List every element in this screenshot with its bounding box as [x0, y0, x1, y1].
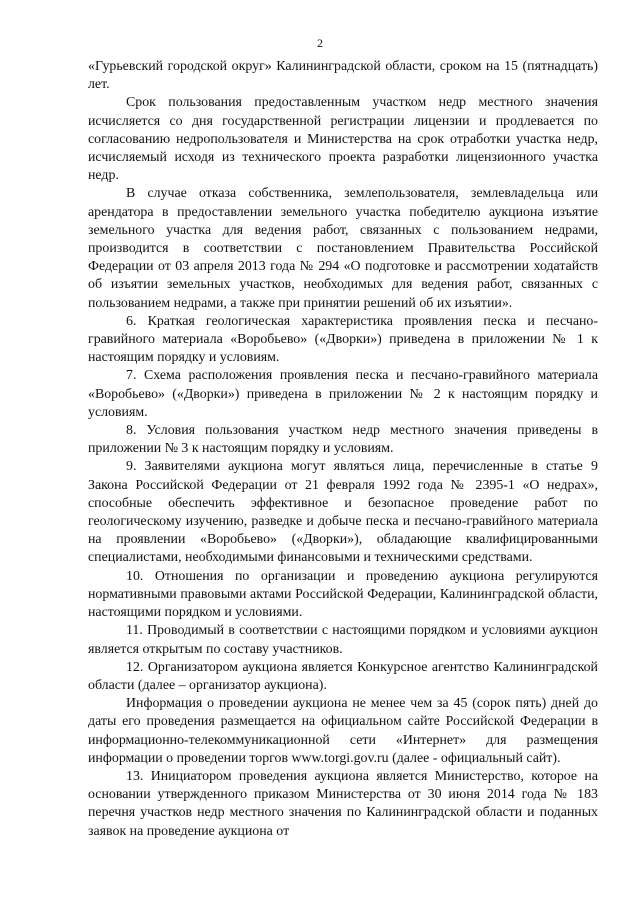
paragraph-item-8: 8. Условия пользования участком недр местного значения приведены в приложении № 3 к настоящим порядку и условиям. [88, 423, 598, 457]
paragraph-item-10: 10. Отношения по организации и проведению аукциона регулируются нормативными правовыми актами Российской Федерации, Калининградской области, настоящими порядком и условиями. [88, 568, 598, 621]
page-number: 2 [317, 36, 323, 50]
paragraph-continuation: «Гурьевский городской округ» Калининградской области, сроком на 15 (пятнадцать) лет. [88, 59, 598, 93]
paragraph-license-term: Срок пользования предоставленным участком недр местного значения исчисляется со дня государственной регистрации лицензии и продлевается по согласованию недропользователя и Министерства на срок отработки участка недр, исчисляемый исходя из технического проекта разработки лицензионного участка недр. [88, 95, 598, 184]
paragraph-land-withdrawal: В случае отказа собственника, землепользователя, землевладельца или арендатора в предоставлении земельного участка победителю аукциона изъятие земельного участка для ведения работ, связанных с пользованием недрами, производится в соответствии с постановлением Правительства Российской Федерации от 03 апреля 2013 года № 294 «О подготовке и рассмотрении ходатайств об изъятии земельных участков, необходимых для ведения работ, связанных с пользованием недрами, а также при принятии решений об их изъятии». [88, 186, 598, 311]
paragraph-auction-info: Информация о проведении аукциона не менее чем за 45 (сорок пять) дней до даты его проведения размещается на официальном сайте Российской Федерации в информационно-телекоммуникационной сети «Интернет» для размещения информации о проведении торгов www.torgi.gov.ru (далее - официальный сайт). [88, 696, 598, 766]
document-body [88, 58, 598, 841]
paragraph-item-7: 7. Схема расположения проявления песка и песчано-гравийного материала «Воробьево» («Дворки») приведена в приложении № 2 к настоящим порядку и условиям. [88, 368, 598, 420]
paragraph-item-12: 12. Организатором аукциона является Конкурсное агентство Калининградской области (далее – организатор аукциона). [88, 659, 598, 693]
paragraph-item-9: 9. Заявителями аукциона могут являться лица, перечисленные в статье 9 Закона Российской Федерации от 21 февраля 1992 года № 2395-1 «О недрах», способные обеспечить эффективное и безопасное проведение работ по геологическому изучению, разведке и добыче песка и песчано-гравийного материала на проявлении «Воробьево» («Дворки»), обладающие квалифицированными специалистами, необходимыми финансовыми и техническими средствами. [88, 459, 598, 566]
paragraph-item-11: 11. Проводимый в соответствии с настоящими порядком и условиями аукцион является открытым по составу участников. [88, 623, 598, 657]
paragraph-item-13: 13. Инициатором проведения аукциона является Министерство, которое на основании утвержденного приказом Министерства от 30 июня 2014 года № 183 перечня участков недр местного значения по Калининградской области и поданных заявок на проведение аукциона от [88, 768, 598, 839]
paragraph-item-6: 6. Краткая геологическая характеристика проявления песка и песчано-гравийного материала «Воробьево» («Дворки») приведена в приложении № 1 к настоящим порядку и условиям. [88, 313, 598, 366]
